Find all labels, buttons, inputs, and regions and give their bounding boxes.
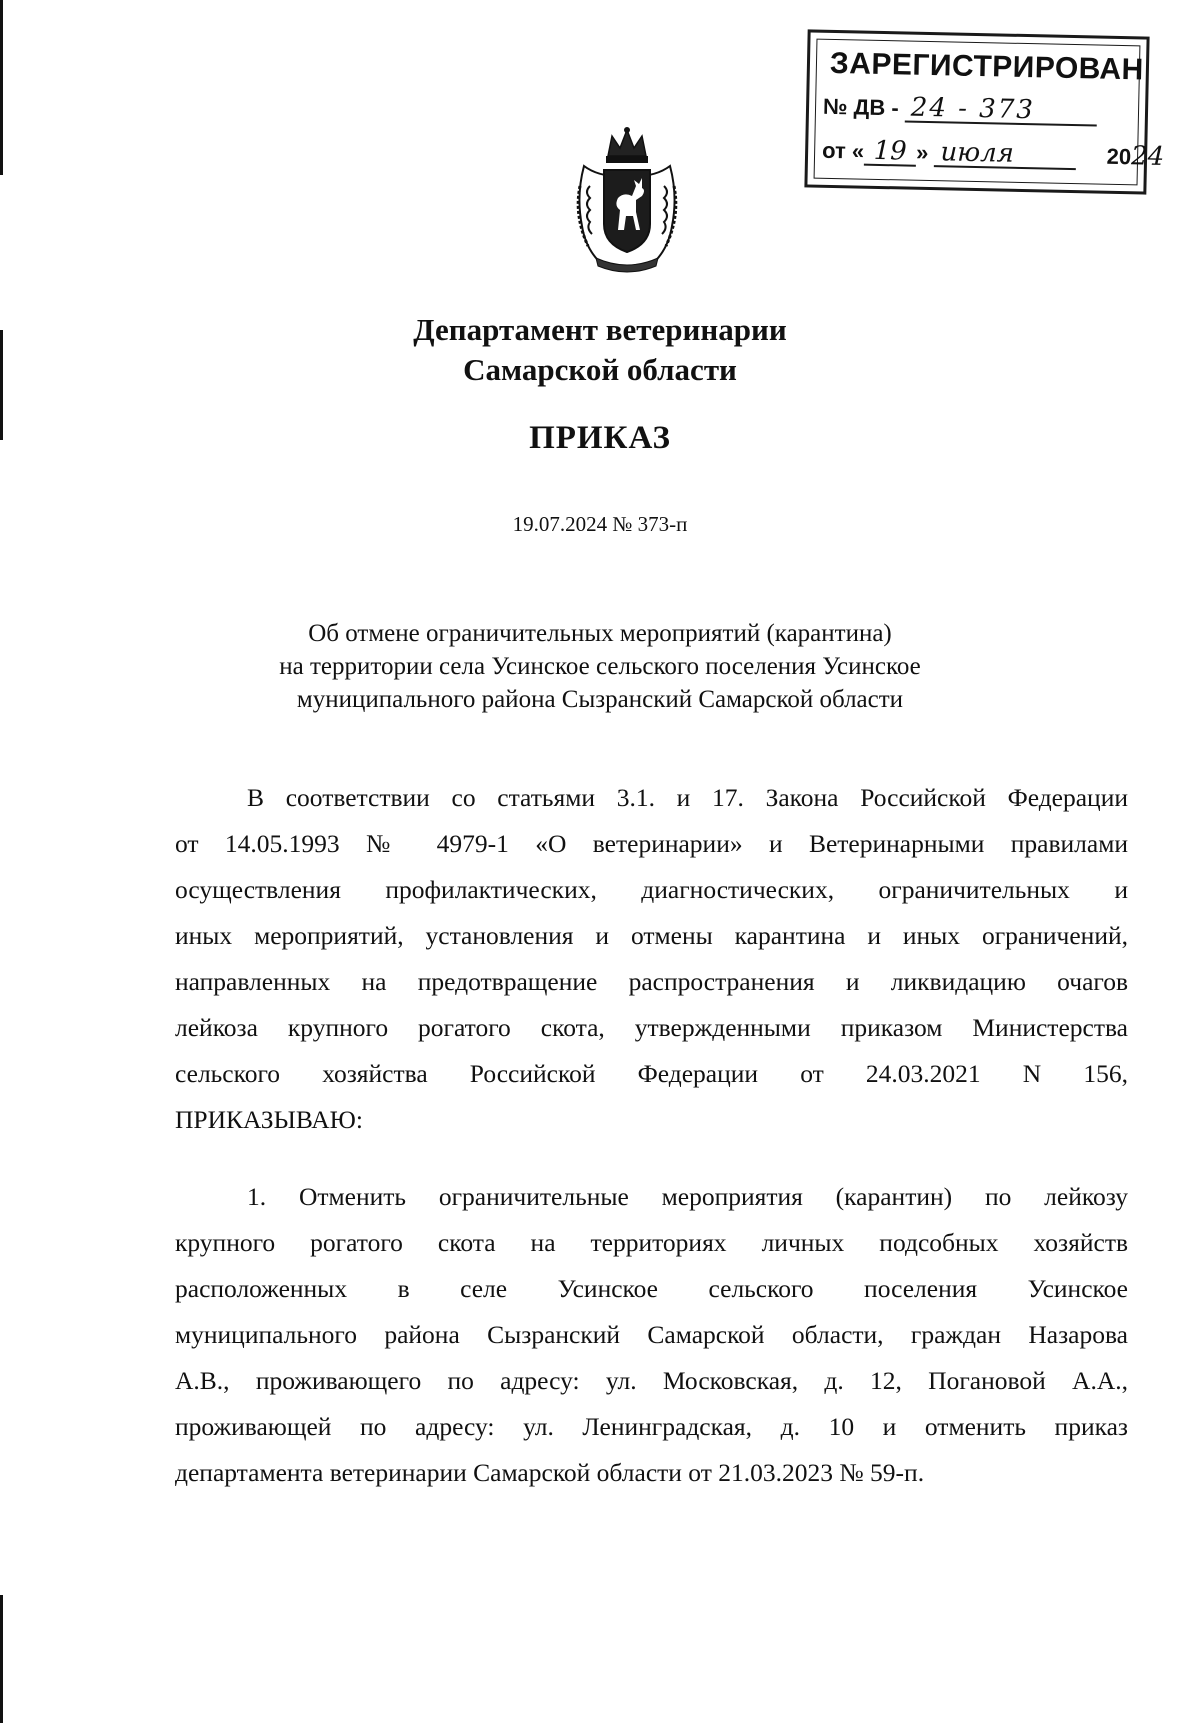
text-line: сельского хозяйства Российской Федерации от 24.03.2021 N 156,: [175, 1059, 1128, 1088]
stamp-number-value: 24 - 373: [905, 94, 1098, 126]
text-line: муниципального района Сызранский Самарской области, граждан Назарова: [175, 1320, 1128, 1349]
registration-stamp: [804, 29, 1165, 194]
department-name: [0, 310, 1200, 390]
scan-edge-mark: [0, 1595, 3, 1723]
document-subject: [0, 617, 1200, 716]
text-line: крупного рогатого скота на территориях личных подсобных хозяйств: [175, 1228, 1128, 1257]
stamp-year-prefix: 20: [1106, 143, 1132, 170]
stamp-title: ЗАРЕГИСТРИРОВАН: [829, 46, 1145, 87]
subject-line: Об отмене ограничительных мероприятий (карантина): [308, 620, 892, 647]
subject-line: муниципального района Сызранский Самарской области: [296, 686, 904, 713]
text-line: иных мероприятий, установления и отмены карантина и иных ограничений,: [175, 921, 1128, 950]
preamble-paragraph: [175, 775, 1128, 1143]
stamp-date-month: июля: [934, 139, 1077, 170]
text-line: В соответствии со статьями 3.1. и 17. Закона Российской Федерации: [247, 783, 1128, 812]
stamp-date-close: »: [915, 139, 929, 165]
department-line-2: Самарской области: [463, 352, 737, 387]
text-line: лейкоза крупного рогатого скота, утвержденными приказом Министерства: [175, 1013, 1128, 1042]
text-line: от 14.05.1993 № 4979-1 «О ветеринарии» и Ветеринарными правилами: [175, 829, 1128, 858]
samara-coat-of-arms-icon: [574, 126, 680, 276]
text-line: А.В., проживающего по адресу: ул. Московская, д. 12, Погановой А.А.,: [175, 1366, 1128, 1395]
department-line-1: Департамент ветеринарии: [413, 312, 787, 347]
stamp-number-row: [823, 93, 1097, 127]
stamp-date-label: от «: [821, 137, 865, 164]
subject-line: на территории села Усинское сельского поселения Усинское: [279, 653, 921, 680]
text-line: осуществления профилактических, диагностических, ограничительных и: [175, 875, 1128, 904]
stamp-number-label: № ДВ -: [822, 93, 899, 121]
text-line: проживающей по адресу: ул. Ленинградская, д. 10 и отменить приказ: [175, 1412, 1128, 1441]
text-line: ПРИКАЗЫВАЮ:: [175, 1105, 363, 1134]
stamp-year-suffix: 24: [1130, 141, 1165, 172]
scan-edge-mark: [0, 0, 3, 175]
stamp-date-day: 19: [864, 138, 917, 167]
document-type-title: ПРИКАЗ: [529, 420, 671, 456]
text-line: расположенных в селе Усинское сельского поселения Усинское: [175, 1274, 1128, 1303]
text-line: департамента ветеринарии Самарской области от 21.03.2023 № 59-п.: [175, 1458, 925, 1487]
document-date-number: 19.07.2024 № 373-п: [512, 512, 688, 536]
text-line: 1. Отменить ограничительные мероприятия (карантин) по лейкозу: [247, 1182, 1128, 1211]
text-line: направленных на предотвращение распространения и ликвидацию очагов: [175, 967, 1128, 996]
item-1-paragraph: [175, 1174, 1128, 1496]
